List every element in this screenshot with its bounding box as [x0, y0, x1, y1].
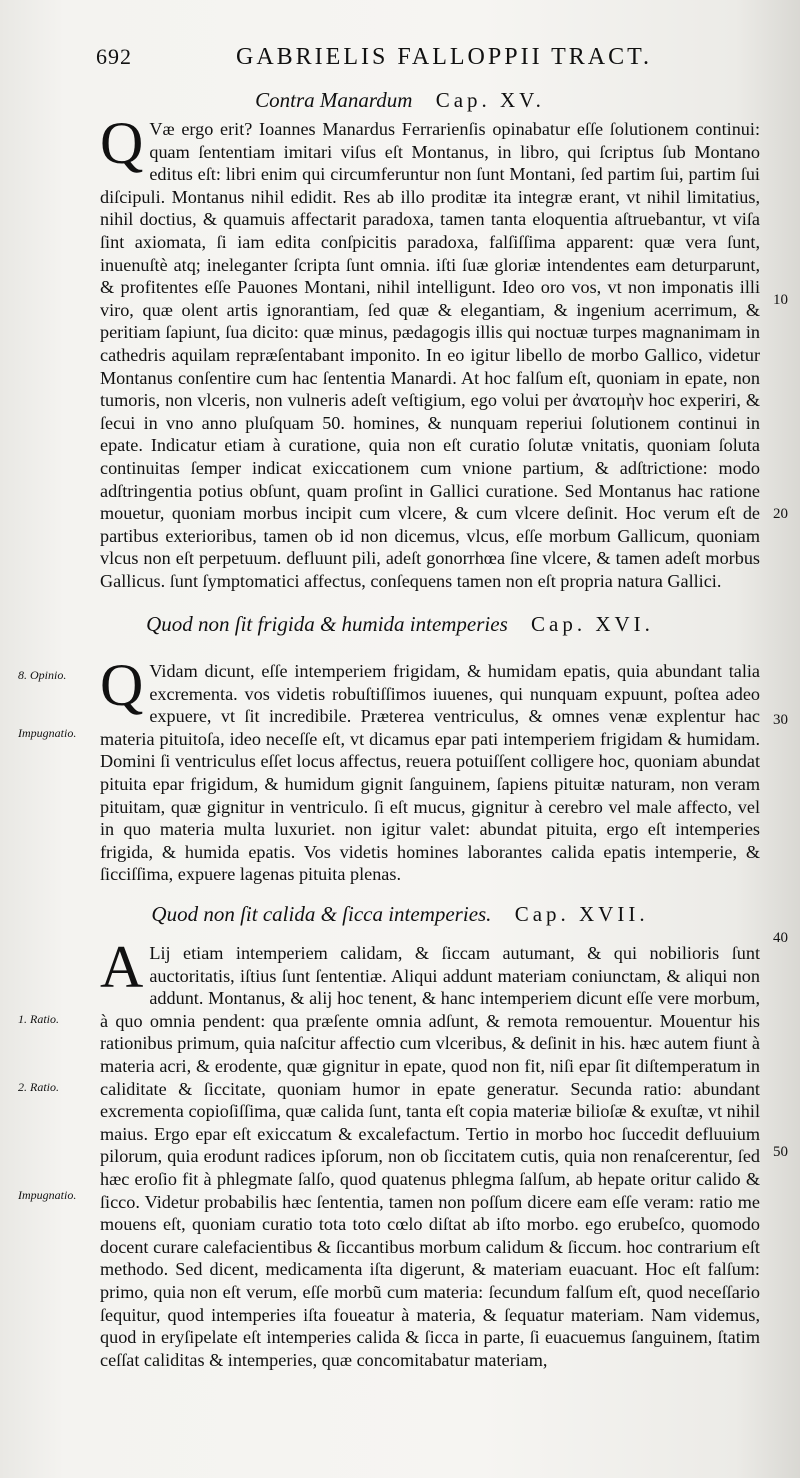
margin-note-impugnatio: Impugnatio. — [18, 726, 77, 740]
chapter-15-dropcap: Q — [100, 110, 144, 176]
chapter-16-dropcap: Q — [100, 652, 144, 718]
chapter-17-heading — [0, 902, 800, 927]
chapter-16-text — [100, 652, 760, 885]
chapter-16-title: Quod non ſit frigida & humida intemperies — [146, 612, 508, 636]
line-number-40: 40 — [773, 930, 788, 946]
line-number-30: 30 — [773, 712, 788, 728]
chapter-16-number: Cap. XVI. — [531, 612, 654, 636]
chapter-16-body: Vidam dicunt, eſſe intemperiem frigidam, & humidam epatis, quia abundant talia excrementa. vos videtis robuſtiſſimos iuuenes, qui nunquam expuunt, poſtea adeo expuere, vt ſit incredibile. Præterea ventriculus, & omnes venæ explentur hac materia pituitoſa, ideo neceſſe eſt, vt dicamus epar pati intemperiem frigidam & humidam. Domini ſi ventriculus eſſet locus affectus, reuera potuiſſent colligere hoc, quoniam abundat pituita epar frigidum, & humidum gignit ſanguinem, ſapiens pituitæ naturam, non veram pituitam, quæ gignitur in ventriculo. ſi eſt mucus, gignitur à cerebro vel male affecto, vel in quo materia multa luxuriet. non igitur valet: abundat pituita, ergo eſt intemperies frigida, & humida epatis. Vos videtis homines laborantes calida epatis intemperie, & ſicciſſima, expuere lagenas pituita plenas. — [100, 661, 760, 885]
line-number-50: 50 — [773, 1144, 788, 1160]
chapter-15-title: Contra Manardum — [255, 88, 413, 112]
margin-note-opinio: 8. Opinio. — [18, 668, 67, 682]
chapter-16-heading — [0, 612, 800, 637]
chapter-17-text — [100, 934, 760, 1452]
chapter-17-dropcap: A — [100, 934, 144, 1000]
margin-note-ratio-1: 1. Ratio. — [18, 1012, 59, 1026]
line-number-20: 20 — [773, 506, 788, 522]
chapter-17-title: Quod non ſit calida & ſicca intemperies. — [151, 902, 492, 926]
bleed-through-text — [330, 592, 770, 612]
chapter-15-number: Cap. XV. — [435, 88, 545, 112]
page-number: 692 — [96, 44, 132, 69]
chapter-17-body: Lij etiam intemperiem calidam, & ſiccam autumant, & qui nobilioris ſunt auctoritatis, iſtius ſunt ſententiæ. Aliqui addunt materiam coniunctam, & aliqui non addunt. Montanus, & alij hoc tenent, & hanc intemperiem dicunt eſſe vere morbum, à quo omnia pendent: qua præſente omnia adſunt, & remota remouentur. Mouentur his rationibus primum, quia naſcitur affectio cum vlceribus, & deſinit in his. hæc autem fiunt à materia acri, & erodente, quæ gignitur in epate, quod non fit, niſi epar ſit diſtemperatum in caliditate & ſiccitate, quoniam humor in epate generatur. Secunda ratio: abundant excrementa copioſiſſima, quæ calida ſunt, tanta eſt copia materiæ bilioſæ & exuſtæ, vt nihil maius. Ergo epar eſt exiccatum & excalefactum. Tertio in morbo hoc ſuccedit defluuium pilorum, quia erodunt radices ipſorum, non ob ſiccitatem cutis, quia non renaſcerentur, ſed hæc eroſio fit à phlegmate ſalſo, quod quatenus phlegma ſalſum, ab hepate oritur calido & ſicco. Videtur probabilis hæc ſententia, tamen non poſſum dicere eam eſſe veram: ratio me mouens eſt, quoniam curatio tota toto cœlo diſtat ab iſto morbo. ego erubeſco, quomodo docent curare calefacientibus & ſiccantibus morbum calidum & ſiccum. hoc contrarium eſt methodo. Sed dicent, medicamenta iſta digerunt, & materiam euacuant. Hoc eſt falſum: primo, quia non eſt verum, eſſe morbũ cum materia: ſecundum falſum eſt, quod neceſſario ſequitur, quod intemperies iſta foueatur à materia, & ſequatur materiam. Nam videmus, quod in eryſipelate eſt intemperies calida & ſicca in parte, ſi euacuemus ſanguinem, ſtatim ceſſat caliditas & intemperies, quæ concomitabatur materiam, — [100, 943, 760, 1370]
margin-note-impugnatio-2: Impugnatio. — [18, 1188, 77, 1202]
line-number-10: 10 — [773, 292, 788, 308]
chapter-15-body: Væ ergo erit? Ioannes Manardus Ferrarienſis opinabatur eſſe ſolutionem continui: quam ſententiam imitari viſus eſt Montanus, in libro, qui ſcriptus ſub Montano editus eſt: libri enim qui circumferuntur non ſunt Montani, ſed partim ſui, partim ſui diſcipuli. Montanus nihil edidit. Res ab illo proditæ ita integræ erant, vt nihil limitatius, nihil doctius, & quamuis affectarit paradoxa, tamen tanta eloquentia aſtruebantur, vt viſa ſint axiomata, ſi iam edita conſpicitis paradoxa, falſiſſima apparent: quæ vera ſunt, inuenuſtè atq; ineleganter ſcripta ſunt omnia. iſti ſuæ gloriæ intendentes eam deturparunt, & profitentes eſſe Pauones Montani, nihil intelligunt. Ideo oro vos, vt non imponatis illi viro, quæ olent artis ignorantiam, ſed quæ & elegantiam, & ingenium acerrimum, & peritiam ſapiunt, ſua dicito: quæ minus, pædagogis illis qui noctuæ turpes magnanimam in cathedris aquilam repræſentabant imponito. In eo igitur libello de morbo Gallico, videtur Montanus conſentire cum hac ſententia Manardi. At hoc falſum eſt, quoniam in epate, non tumoris, non vlceris, non vulneris adeſt veſtigium, ego volui per ἀνατομὴν hoc experiri, & ſecui in vno anno pluſquam 50. homines, & nunquam reperiui ſolutionem continui in epate. Indicatur etiam à curatione, quia non eſt curatio ſolutæ vnitatis, quoniam ſoluta continuitas ſemper indicat exiccationem cum vnione partium, & adſtrictione: modo adſtringentia potius obſunt, quam proſint in Gallici curatione. Sed Montanus hac ratione mouetur, quoniam morbus incipit cum vlcere, & cum vlcere deſinit. Hoc verum eſt de partibus exterioribus, tamen ob id non dicemus, vlcus, eſſe morbum Gallicum, quoniam vlcus non eſt perpetuum. defluunt pili, adeſt gonorrhœa ſine vlcere, & tamen adeſt morbus Gallicus. ſunt ſymptomatici affectus, conſequens tamen non eſt propria natura Gallici. — [100, 119, 760, 591]
chapter-17-number: Cap. XVII. — [514, 902, 649, 926]
running-title: GABRIELIS FALLOPPII TRACT. — [236, 44, 653, 70]
page-header — [96, 44, 760, 78]
margin-note-ratio-2: 2. Ratio. — [18, 1080, 59, 1094]
chapter-15-text — [100, 110, 760, 591]
